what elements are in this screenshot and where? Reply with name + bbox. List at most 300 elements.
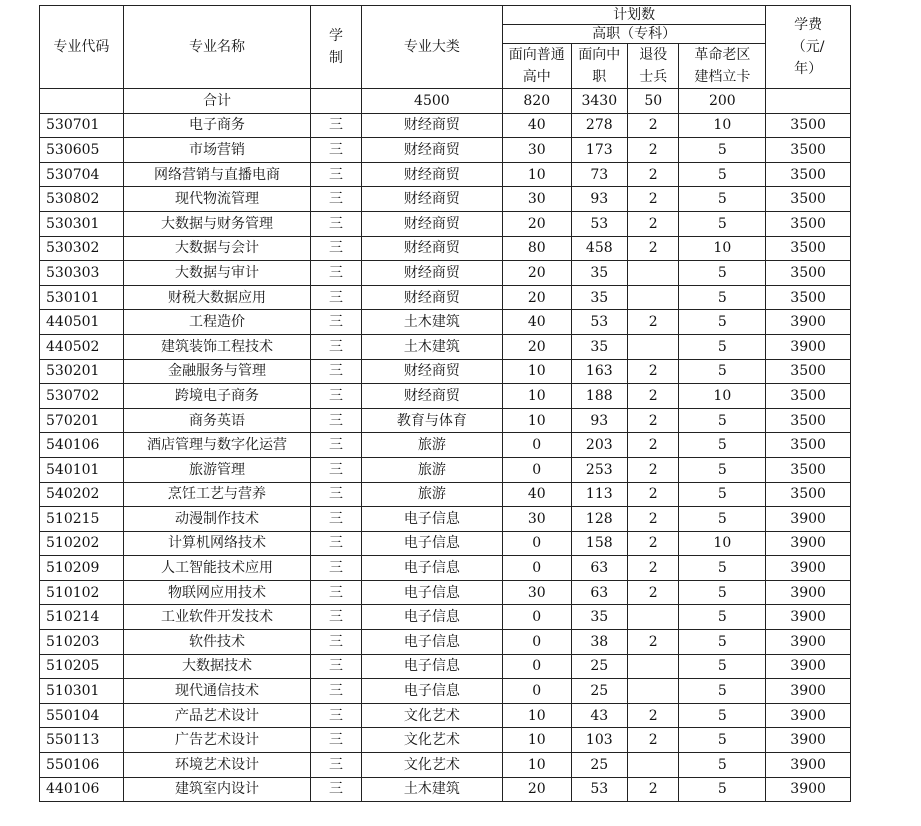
cell-code: 510215 <box>40 507 124 532</box>
cell-duration: 三 <box>311 236 361 261</box>
cell-code: 530605 <box>40 138 124 163</box>
cell-veteran: 2 <box>628 777 679 802</box>
cell-fee: 3900 <box>766 334 851 359</box>
cell-fee: 3500 <box>766 285 851 310</box>
cell-name: 计算机网络技术 <box>123 531 311 556</box>
cell-duration: 三 <box>311 457 361 482</box>
cell-secondary: 25 <box>571 679 627 704</box>
cell-secondary: 35 <box>571 261 627 286</box>
cell-category: 电子信息 <box>361 531 502 556</box>
header-category: 专业大类 <box>361 6 502 89</box>
cell-name: 商务英语 <box>123 408 311 433</box>
cell-veteran: 2 <box>628 630 679 655</box>
cell-secondary: 43 <box>571 703 627 728</box>
cell-fee: 3900 <box>766 531 851 556</box>
cell-secondary: 53 <box>571 777 627 802</box>
cell-category: 电子信息 <box>361 630 502 655</box>
cell-name: 跨境电子商务 <box>123 384 311 409</box>
total-veteran: 50 <box>628 89 679 114</box>
cell-duration: 三 <box>311 777 361 802</box>
cell-secondary: 73 <box>571 162 627 187</box>
cell-fee: 3900 <box>766 728 851 753</box>
header-vocational: 高职（专科） <box>502 25 765 44</box>
cell-code: 530201 <box>40 359 124 384</box>
cell-secondary: 25 <box>571 753 627 778</box>
cell-revolutionary: 5 <box>679 753 766 778</box>
cell-veteran: 2 <box>628 162 679 187</box>
cell-category: 财经商贸 <box>361 261 502 286</box>
cell-revolutionary: 10 <box>679 384 766 409</box>
header-general: 面向普通高中 <box>502 44 571 89</box>
cell-revolutionary: 5 <box>679 556 766 581</box>
cell-secondary: 53 <box>571 211 627 236</box>
cell-code: 540106 <box>40 433 124 458</box>
cell-code: 540101 <box>40 457 124 482</box>
table-row <box>40 753 851 778</box>
table-row <box>40 457 851 482</box>
cell-veteran: 2 <box>628 384 679 409</box>
cell-secondary: 63 <box>571 556 627 581</box>
cell-veteran <box>628 334 679 359</box>
cell-code: 440501 <box>40 310 124 335</box>
cell-general: 20 <box>502 285 571 310</box>
cell-fee: 3500 <box>766 384 851 409</box>
cell-veteran: 2 <box>628 482 679 507</box>
cell-secondary: 203 <box>571 433 627 458</box>
cell-code: 510214 <box>40 605 124 630</box>
cell-fee: 3900 <box>766 777 851 802</box>
cell-duration: 三 <box>311 285 361 310</box>
cell-duration: 三 <box>311 605 361 630</box>
cell-code: 550106 <box>40 753 124 778</box>
cell-duration: 三 <box>311 728 361 753</box>
cell-secondary: 93 <box>571 408 627 433</box>
cell-secondary: 35 <box>571 605 627 630</box>
cell-category: 财经商贸 <box>361 359 502 384</box>
cell-revolutionary: 5 <box>679 359 766 384</box>
cell-veteran <box>628 261 679 286</box>
cell-fee: 3900 <box>766 507 851 532</box>
cell-veteran <box>628 654 679 679</box>
total-fee-cell <box>766 89 851 114</box>
cell-duration: 三 <box>311 679 361 704</box>
cell-revolutionary: 5 <box>679 482 766 507</box>
cell-fee: 3500 <box>766 113 851 138</box>
cell-code: 530701 <box>40 113 124 138</box>
cell-fee: 3500 <box>766 457 851 482</box>
cell-fee: 3500 <box>766 408 851 433</box>
cell-category: 土木建筑 <box>361 334 502 359</box>
cell-category: 旅游 <box>361 433 502 458</box>
cell-secondary: 128 <box>571 507 627 532</box>
cell-revolutionary: 5 <box>679 654 766 679</box>
cell-duration: 三 <box>311 113 361 138</box>
table-row <box>40 507 851 532</box>
table-row <box>40 703 851 728</box>
table-row <box>40 630 851 655</box>
cell-name: 网络营销与直播电商 <box>123 162 311 187</box>
enrollment-plan-table <box>39 5 851 802</box>
cell-category: 文化艺术 <box>361 753 502 778</box>
cell-general: 0 <box>502 531 571 556</box>
cell-secondary: 38 <box>571 630 627 655</box>
cell-duration: 三 <box>311 507 361 532</box>
cell-category: 财经商贸 <box>361 187 502 212</box>
cell-veteran: 2 <box>628 211 679 236</box>
cell-category: 电子信息 <box>361 556 502 581</box>
cell-duration: 三 <box>311 433 361 458</box>
cell-name: 工业软件开发技术 <box>123 605 311 630</box>
cell-code: 540202 <box>40 482 124 507</box>
cell-name: 建筑装饰工程技术 <box>123 334 311 359</box>
cell-general: 0 <box>502 630 571 655</box>
cell-general: 40 <box>502 113 571 138</box>
cell-revolutionary: 5 <box>679 777 766 802</box>
cell-duration: 三 <box>311 580 361 605</box>
table-row <box>40 580 851 605</box>
cell-category: 财经商贸 <box>361 211 502 236</box>
cell-revolutionary: 10 <box>679 113 766 138</box>
cell-fee: 3500 <box>766 236 851 261</box>
cell-name: 现代物流管理 <box>123 187 311 212</box>
total-duration-cell <box>311 89 361 114</box>
table-row <box>40 113 851 138</box>
cell-general: 10 <box>502 408 571 433</box>
cell-fee: 3900 <box>766 753 851 778</box>
table-row <box>40 605 851 630</box>
cell-revolutionary: 5 <box>679 457 766 482</box>
table-row <box>40 777 851 802</box>
cell-name: 电子商务 <box>123 113 311 138</box>
cell-duration: 三 <box>311 531 361 556</box>
cell-veteran: 2 <box>628 359 679 384</box>
cell-fee: 3900 <box>766 679 851 704</box>
cell-general: 40 <box>502 482 571 507</box>
cell-secondary: 188 <box>571 384 627 409</box>
cell-general: 0 <box>502 679 571 704</box>
cell-general: 10 <box>502 728 571 753</box>
cell-category: 电子信息 <box>361 654 502 679</box>
cell-category: 旅游 <box>361 482 502 507</box>
cell-code: 510301 <box>40 679 124 704</box>
cell-veteran <box>628 753 679 778</box>
cell-category: 财经商贸 <box>361 113 502 138</box>
cell-code: 530101 <box>40 285 124 310</box>
cell-secondary: 25 <box>571 654 627 679</box>
cell-name: 物联网应用技术 <box>123 580 311 605</box>
cell-veteran: 2 <box>628 113 679 138</box>
cell-name: 大数据技术 <box>123 654 311 679</box>
cell-fee: 3900 <box>766 630 851 655</box>
table-row <box>40 408 851 433</box>
cell-veteran: 2 <box>628 310 679 335</box>
cell-revolutionary: 10 <box>679 531 766 556</box>
cell-revolutionary: 5 <box>679 334 766 359</box>
cell-veteran: 2 <box>628 433 679 458</box>
cell-category: 文化艺术 <box>361 703 502 728</box>
cell-name: 财税大数据应用 <box>123 285 311 310</box>
cell-fee: 3500 <box>766 261 851 286</box>
cell-code: 510202 <box>40 531 124 556</box>
cell-general: 0 <box>502 605 571 630</box>
cell-revolutionary: 5 <box>679 507 766 532</box>
cell-fee: 3500 <box>766 359 851 384</box>
cell-name: 大数据与审计 <box>123 261 311 286</box>
cell-duration: 三 <box>311 261 361 286</box>
total-general: 820 <box>502 89 571 114</box>
table-row <box>40 236 851 261</box>
header-fee: 学费（元/年） <box>766 6 851 89</box>
cell-name: 动漫制作技术 <box>123 507 311 532</box>
cell-general: 0 <box>502 556 571 581</box>
cell-category: 教育与体育 <box>361 408 502 433</box>
cell-revolutionary: 5 <box>679 408 766 433</box>
header-row <box>40 6 851 25</box>
cell-code: 530802 <box>40 187 124 212</box>
cell-general: 0 <box>502 654 571 679</box>
cell-veteran: 2 <box>628 457 679 482</box>
cell-secondary: 63 <box>571 580 627 605</box>
cell-veteran <box>628 605 679 630</box>
cell-veteran: 2 <box>628 580 679 605</box>
cell-duration: 三 <box>311 310 361 335</box>
cell-duration: 三 <box>311 162 361 187</box>
cell-duration: 三 <box>311 138 361 163</box>
cell-secondary: 458 <box>571 236 627 261</box>
table-row <box>40 433 851 458</box>
cell-category: 电子信息 <box>361 580 502 605</box>
cell-general: 30 <box>502 187 571 212</box>
header-code: 专业代码 <box>40 6 124 89</box>
cell-category: 旅游 <box>361 457 502 482</box>
cell-name: 市场营销 <box>123 138 311 163</box>
cell-veteran: 2 <box>628 556 679 581</box>
cell-category: 财经商贸 <box>361 236 502 261</box>
cell-category: 电子信息 <box>361 679 502 704</box>
header-plan: 计划数 <box>502 6 765 25</box>
cell-general: 10 <box>502 384 571 409</box>
table-row <box>40 728 851 753</box>
cell-secondary: 35 <box>571 285 627 310</box>
cell-code: 510205 <box>40 654 124 679</box>
cell-general: 30 <box>502 138 571 163</box>
cell-code: 530302 <box>40 236 124 261</box>
cell-name: 现代通信技术 <box>123 679 311 704</box>
table-body <box>40 89 851 802</box>
header-duration: 学制 <box>311 6 361 89</box>
cell-category: 财经商贸 <box>361 138 502 163</box>
cell-code: 440502 <box>40 334 124 359</box>
cell-fee: 3900 <box>766 310 851 335</box>
cell-revolutionary: 5 <box>679 310 766 335</box>
table-row <box>40 211 851 236</box>
cell-fee: 3900 <box>766 605 851 630</box>
header-name: 专业名称 <box>123 6 311 89</box>
cell-secondary: 163 <box>571 359 627 384</box>
cell-duration: 三 <box>311 753 361 778</box>
cell-code: 440106 <box>40 777 124 802</box>
cell-duration: 三 <box>311 654 361 679</box>
cell-secondary: 158 <box>571 531 627 556</box>
cell-revolutionary: 5 <box>679 630 766 655</box>
cell-revolutionary: 5 <box>679 580 766 605</box>
cell-fee: 3900 <box>766 580 851 605</box>
table-row <box>40 384 851 409</box>
cell-secondary: 278 <box>571 113 627 138</box>
cell-name: 大数据与财务管理 <box>123 211 311 236</box>
cell-code: 530704 <box>40 162 124 187</box>
cell-code: 530303 <box>40 261 124 286</box>
table-row <box>40 310 851 335</box>
cell-duration: 三 <box>311 187 361 212</box>
table-row <box>40 654 851 679</box>
total-label: 合计 <box>123 89 311 114</box>
cell-name: 软件技术 <box>123 630 311 655</box>
cell-secondary: 53 <box>571 310 627 335</box>
cell-duration: 三 <box>311 630 361 655</box>
cell-fee: 3900 <box>766 703 851 728</box>
cell-duration: 三 <box>311 384 361 409</box>
cell-fee: 3900 <box>766 654 851 679</box>
cell-duration: 三 <box>311 482 361 507</box>
cell-general: 0 <box>502 433 571 458</box>
cell-name: 工程造价 <box>123 310 311 335</box>
cell-code: 550104 <box>40 703 124 728</box>
cell-name: 大数据与会计 <box>123 236 311 261</box>
cell-secondary: 103 <box>571 728 627 753</box>
cell-general: 10 <box>502 753 571 778</box>
cell-category: 土木建筑 <box>361 310 502 335</box>
cell-duration: 三 <box>311 359 361 384</box>
cell-general: 30 <box>502 580 571 605</box>
cell-revolutionary: 5 <box>679 138 766 163</box>
table-row <box>40 482 851 507</box>
cell-fee: 3500 <box>766 433 851 458</box>
cell-general: 20 <box>502 261 571 286</box>
cell-fee: 3500 <box>766 162 851 187</box>
cell-revolutionary: 5 <box>679 433 766 458</box>
header-revolutionary: 革命老区建档立卡 <box>679 44 766 89</box>
cell-duration: 三 <box>311 211 361 236</box>
header-veteran: 退役士兵 <box>628 44 679 89</box>
cell-secondary: 253 <box>571 457 627 482</box>
cell-general: 20 <box>502 777 571 802</box>
cell-code: 510209 <box>40 556 124 581</box>
table-row <box>40 261 851 286</box>
cell-veteran: 2 <box>628 703 679 728</box>
table-row <box>40 679 851 704</box>
cell-veteran: 2 <box>628 531 679 556</box>
cell-name: 建筑室内设计 <box>123 777 311 802</box>
total-code-cell <box>40 89 124 114</box>
cell-category: 财经商贸 <box>361 285 502 310</box>
cell-fee: 3500 <box>766 138 851 163</box>
cell-veteran: 2 <box>628 408 679 433</box>
cell-category: 文化艺术 <box>361 728 502 753</box>
cell-secondary: 173 <box>571 138 627 163</box>
cell-fee: 3900 <box>766 556 851 581</box>
cell-revolutionary: 5 <box>679 187 766 212</box>
cell-code: 530702 <box>40 384 124 409</box>
cell-general: 80 <box>502 236 571 261</box>
cell-name: 金融服务与管理 <box>123 359 311 384</box>
cell-fee: 3500 <box>766 211 851 236</box>
cell-general: 20 <box>502 211 571 236</box>
cell-duration: 三 <box>311 556 361 581</box>
cell-veteran <box>628 679 679 704</box>
cell-revolutionary: 5 <box>679 605 766 630</box>
cell-category: 电子信息 <box>361 507 502 532</box>
cell-veteran <box>628 285 679 310</box>
header-secondary: 面向中职 <box>571 44 627 89</box>
cell-name: 环境艺术设计 <box>123 753 311 778</box>
cell-secondary: 35 <box>571 334 627 359</box>
cell-code: 510203 <box>40 630 124 655</box>
cell-fee: 3500 <box>766 482 851 507</box>
total-plan: 4500 <box>361 89 502 114</box>
cell-general: 10 <box>502 162 571 187</box>
total-row <box>40 89 851 114</box>
cell-secondary: 93 <box>571 187 627 212</box>
cell-fee: 3500 <box>766 187 851 212</box>
cell-veteran: 2 <box>628 138 679 163</box>
cell-category: 土木建筑 <box>361 777 502 802</box>
cell-general: 40 <box>502 310 571 335</box>
cell-veteran: 2 <box>628 236 679 261</box>
cell-code: 550113 <box>40 728 124 753</box>
table-row <box>40 334 851 359</box>
table-row <box>40 138 851 163</box>
cell-general: 20 <box>502 334 571 359</box>
cell-revolutionary: 5 <box>679 261 766 286</box>
table-row <box>40 359 851 384</box>
cell-name: 旅游管理 <box>123 457 311 482</box>
cell-name: 产品艺术设计 <box>123 703 311 728</box>
cell-veteran: 2 <box>628 728 679 753</box>
cell-secondary: 113 <box>571 482 627 507</box>
total-secondary: 3430 <box>571 89 627 114</box>
table-row <box>40 162 851 187</box>
cell-revolutionary: 10 <box>679 236 766 261</box>
cell-category: 财经商贸 <box>361 384 502 409</box>
cell-code: 530301 <box>40 211 124 236</box>
cell-code: 570201 <box>40 408 124 433</box>
cell-revolutionary: 5 <box>679 679 766 704</box>
cell-general: 10 <box>502 359 571 384</box>
table-row <box>40 531 851 556</box>
cell-category: 财经商贸 <box>361 162 502 187</box>
cell-general: 10 <box>502 703 571 728</box>
cell-code: 510102 <box>40 580 124 605</box>
cell-general: 30 <box>502 507 571 532</box>
cell-name: 烹饪工艺与营养 <box>123 482 311 507</box>
cell-duration: 三 <box>311 334 361 359</box>
cell-revolutionary: 5 <box>679 728 766 753</box>
cell-veteran: 2 <box>628 187 679 212</box>
table-row <box>40 556 851 581</box>
cell-category: 电子信息 <box>361 605 502 630</box>
cell-revolutionary: 5 <box>679 211 766 236</box>
cell-revolutionary: 5 <box>679 703 766 728</box>
cell-revolutionary: 5 <box>679 162 766 187</box>
cell-duration: 三 <box>311 703 361 728</box>
cell-name: 酒店管理与数字化运营 <box>123 433 311 458</box>
cell-name: 广告艺术设计 <box>123 728 311 753</box>
cell-duration: 三 <box>311 408 361 433</box>
cell-general: 0 <box>502 457 571 482</box>
cell-revolutionary: 5 <box>679 285 766 310</box>
cell-name: 人工智能技术应用 <box>123 556 311 581</box>
